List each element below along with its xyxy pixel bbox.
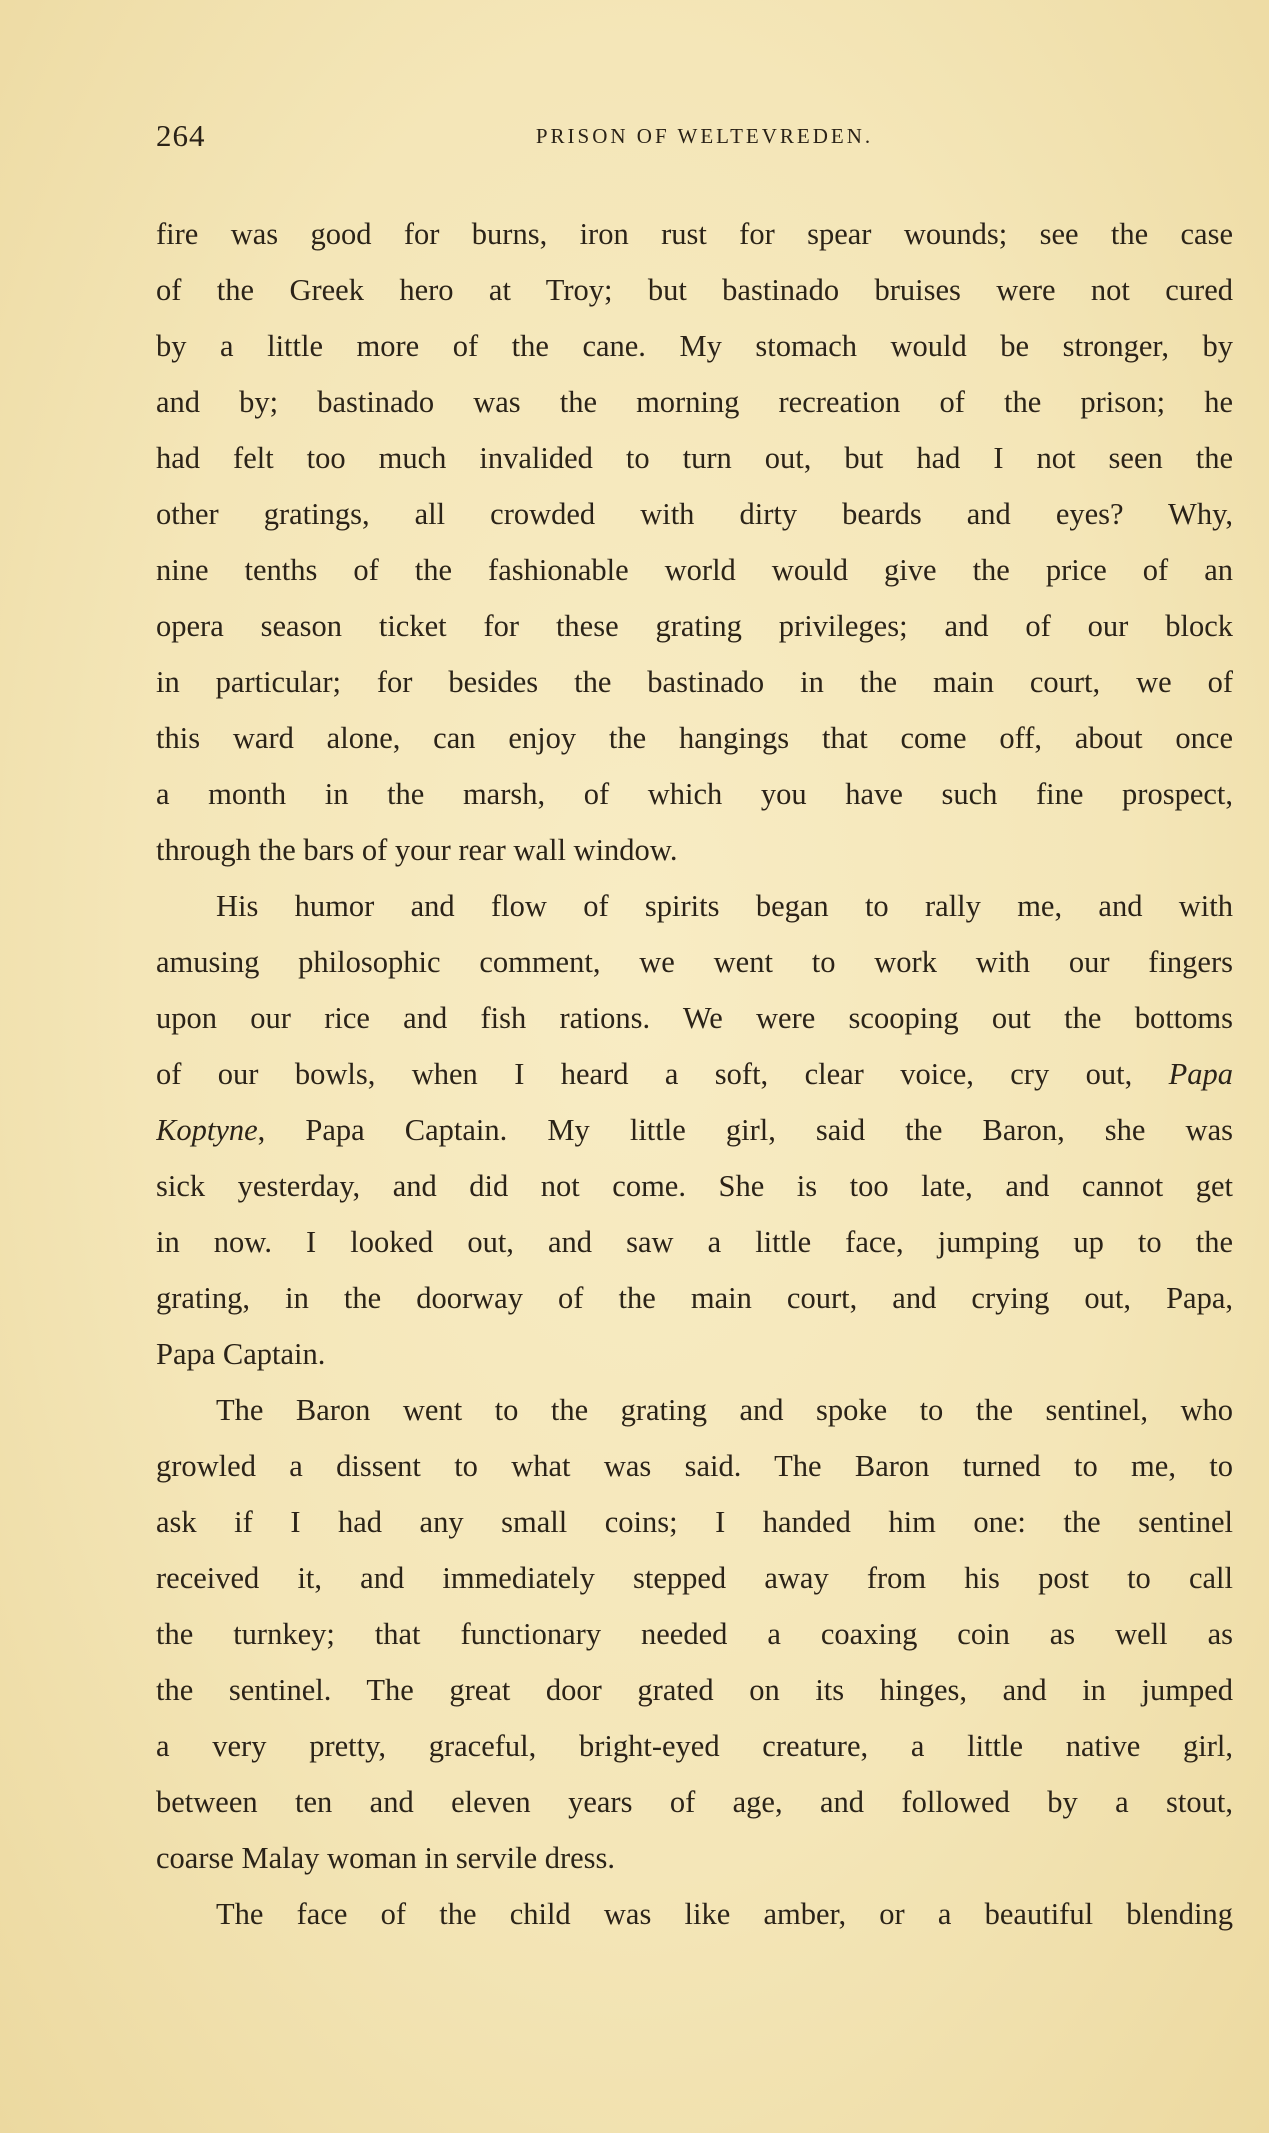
body-text <box>156 206 1233 1942</box>
text-line: in particular; for besides the bastinado in the main court, we of <box>156 665 1233 699</box>
italic-word: Koptyne <box>156 1113 258 1147</box>
text-line: His humor and flow of spirits began to rally me, and with <box>216 889 1233 923</box>
text-line: the sentinel. The great door grated on its hinges, and in jumped <box>156 1673 1233 1707</box>
text-line: growled a dissent to what was said. The Baron turned to me, to <box>156 1449 1233 1483</box>
text-line: fire was good for burns, iron rust for spear wounds; see the case <box>156 217 1233 251</box>
text-line: upon our rice and fish rations. We were scooping out the bottoms <box>156 1001 1233 1035</box>
text-line: in now. I looked out, and saw a little face, jumping up to the <box>156 1225 1233 1259</box>
text-line: this ward alone, can enjoy the hangings that come off, about once <box>156 721 1233 755</box>
text-line: amusing philosophic comment, we went to work with our fingers <box>156 945 1233 979</box>
text-fragment: of our bowls, when I heard a soft, clear voice, cry out, <box>156 1057 1133 1091</box>
page-number: 264 <box>156 118 206 153</box>
text-line: ask if I had any small coins; I handed him one: the sentinel <box>156 1505 1233 1539</box>
text-fragment: , Papa Captain. My little girl, said the Baron, she was <box>257 1113 1233 1147</box>
text-line: nine tenths of the fashionable world would give the price of an <box>156 553 1233 587</box>
text-line: through the bars of your rear wall window. <box>156 833 678 867</box>
text-line: the turnkey; that functionary needed a coaxing coin as well as <box>156 1617 1233 1651</box>
text-line: Papa Captain. <box>156 1337 326 1371</box>
text-line: a very pretty, graceful, bright-eyed creature, a little native girl, <box>156 1729 1233 1763</box>
text-line: The face of the child was like amber, or a beautiful blending <box>216 1897 1233 1931</box>
text-line: other gratings, all crowded with dirty beards and eyes? Why, <box>156 497 1233 531</box>
text-line: by a little more of the cane. My stomach would be stronger, by <box>156 329 1233 363</box>
page-header <box>156 118 1233 158</box>
text-line: a month in the marsh, of which you have such fine prospect, <box>156 777 1233 811</box>
text-line: opera season ticket for these grating privileges; and of our block <box>156 609 1233 643</box>
text-line <box>156 1102 1233 1158</box>
text-line <box>156 1046 1233 1102</box>
text-line: The Baron went to the grating and spoke to the sentinel, who <box>216 1393 1233 1427</box>
text-line: of the Greek hero at Troy; but bastinado bruises were not cured <box>156 273 1233 307</box>
text-line: coarse Malay woman in servile dress. <box>156 1841 616 1875</box>
text-line: and by; bastinado was the morning recreation of the prison; he <box>156 385 1233 419</box>
text-line: grating, in the doorway of the main court, and crying out, Papa, <box>156 1281 1233 1315</box>
text-line: between ten and eleven years of age, and followed by a stout, <box>156 1785 1233 1819</box>
italic-word: Papa <box>1168 1057 1233 1091</box>
text-line: had felt too much invalided to turn out, but had I not seen the <box>156 441 1233 475</box>
running-head: PRISON OF WELTEVREDEN. <box>535 124 874 148</box>
text-line: received it, and immediately stepped away from his post to call <box>156 1561 1233 1595</box>
text-line: sick yesterday, and did not come. She is too late, and cannot get <box>156 1169 1233 1203</box>
